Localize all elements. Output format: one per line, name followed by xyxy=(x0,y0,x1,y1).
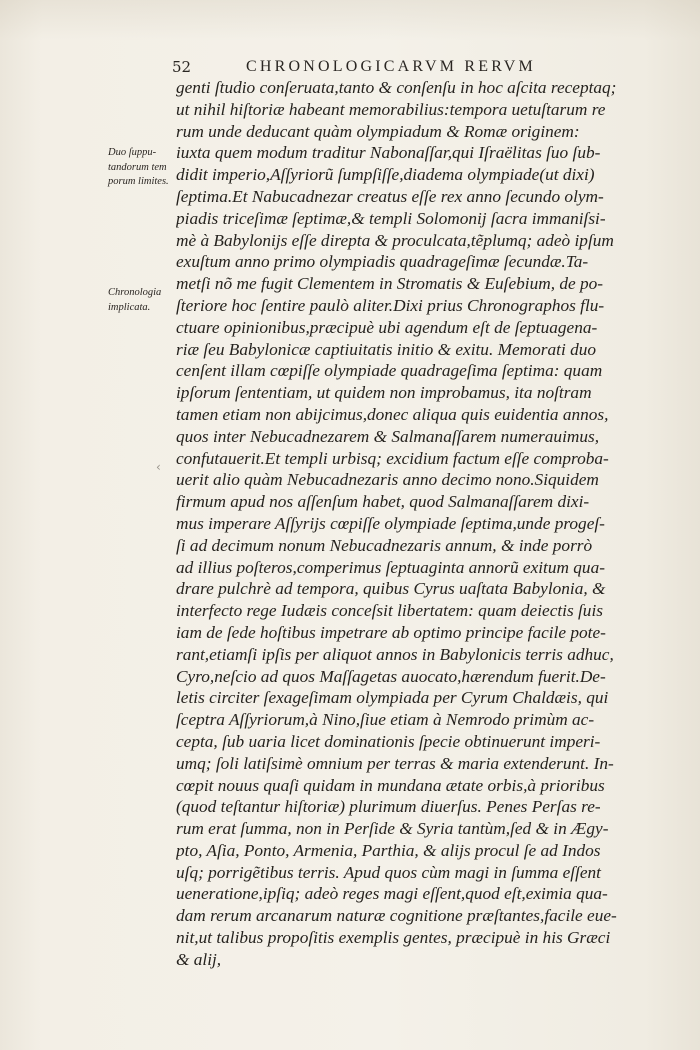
text-line: rum erat ſumma, non in Perſide & Syria tantùm,ſed & in Ægy- xyxy=(176,819,609,839)
text-line: ut nihil hiſtoriæ habeant memorabilius:tempora uetuſtarum re xyxy=(176,99,606,119)
text-line: firmum apud nos aſſenſum habet, quod Salmanaſſarem dixi- xyxy=(176,492,590,512)
text-line: Cyro,neſcio ad quos Maſſagetas auocato,hærendum fuerit.De- xyxy=(176,666,606,686)
text-line: mus imperare Aſſyrijs cœpiſſe olympiade ſeptima,unde progeſ- xyxy=(176,513,605,533)
text-line: tamen etiam non abijcimus,donec aliqua quis euidentia annos, xyxy=(176,404,609,424)
text-line: riæ ſeu Babylonicæ captiuitatis initio & exitu. Memorati duo xyxy=(176,339,596,359)
text-line: umq; ſoli latiſsimè omnium per terras & maria extenderunt. In- xyxy=(176,753,614,773)
text-line: confutauerit.Et templi urbisq; excidium factum eſſe comproba- xyxy=(176,448,609,468)
pencil-mark: ‹ xyxy=(156,460,161,474)
text-line: uerit alio quàm Nebucadnezaris anno decimo nono.Siquidem xyxy=(176,470,599,490)
text-line: rum unde deducant quàm olympiadum & Romæ originem: xyxy=(176,121,580,141)
text-line: cœpit nouus quaſi quidam in mundana ætate orbis,à prioribus xyxy=(176,775,605,795)
text-line: mè à Babylonijs eſſe direpta & proculcata,tẽplumq; adeò ipſum xyxy=(176,230,614,250)
text-line: dam rerum arcanarum naturæ cognitione præſtantes,facile eue- xyxy=(176,906,617,926)
text-line: ctuare opinionibus,præcipuè ubi agendum eſt de ſeptuagena- xyxy=(176,317,598,337)
text-line: nit,ut talibus propoſitis exemplis gentes, præcipuè in his Græci xyxy=(176,928,611,948)
text-line: letis circiter ſexageſimam olympiada per Cyrum Chaldæis, qui xyxy=(176,688,609,708)
margin-note-line: tandorum tem xyxy=(108,161,167,173)
text-line: quos inter Nebucadnezarem & Salmanaſſarem numerauimus, xyxy=(176,426,600,446)
text-line: interfecto rege Iudæis conceſsit libertatem: quam deiectis ſuis xyxy=(176,601,603,621)
text-line: iam de ſede hoſtibus impetrare ab optimo principe facile pote- xyxy=(176,622,606,642)
text-line: rant,etiamſi ipſis per aliquot annos in Babylonicis terris adhuc, xyxy=(176,644,614,664)
margin-note-line: Duo ſuppu- xyxy=(108,147,157,158)
text-line: iuxta quem modum traditur Nabonaſſar,qui Iſraëlitas ſuo ſub- xyxy=(176,143,601,163)
text-line: cepta, ſub uaria licet dominationis ſpecie obtinuerunt imperi- xyxy=(176,731,601,751)
text-line: (quod teſtantur hiſtoriæ) plurimum diuerſus. Penes Perſas re- xyxy=(176,797,601,817)
margin-note-line: porum limites. xyxy=(108,176,169,187)
body-text-block xyxy=(176,77,646,971)
text-line: uſq; porrigẽtibus terris. Apud quos cùm magi in ſumma eſſent xyxy=(176,862,601,882)
text-line: ueneratione,ipſiq; adeò reges magi eſſent,quod eſt,eximia qua- xyxy=(176,884,608,904)
margin-note-time-limits xyxy=(108,146,174,190)
text-line: ſteriore hoc ſentire paulò aliter.Dixi prius Chronographos flu- xyxy=(176,295,605,315)
text-line: ſeptima.Et Nabucadnezar creatus eſſe rex anno ſecundo olym- xyxy=(176,186,604,206)
running-head: CHRONOLOGICARVM RERVM xyxy=(246,58,536,75)
text-line: pto, Aſia, Ponto, Armenia, Parthia, & alijs procul ſe ad Indos xyxy=(176,840,601,860)
text-line: exuſtum anno primo olympiadis quadrageſimæ ſecundæ.Ta- xyxy=(176,252,589,272)
text-line: ipſorum ſententiam, ut quidem non improbamus, ita noſtram xyxy=(176,383,592,403)
margin-note-line: Chronologia xyxy=(108,287,162,298)
page-number: 52 xyxy=(172,58,192,76)
text-line: ſi ad decimum nonum Nebucadnezaris annum, & inde porrò xyxy=(176,535,593,555)
text-line: ſceptra Aſſyriorum,à Nino,ſiue etiam à Nemrodo primùm ac- xyxy=(176,710,595,730)
text-line: didit imperio,Aſſyriorũ ſumpſiſſe,diadema olympiade(ut dixi) xyxy=(176,165,595,185)
text-line: cenſent illam cœpiſſe olympiade quadrageſima ſeptima: quam xyxy=(176,361,603,381)
text-line: ad illius poſteros,comperimus ſeptuaginta annorũ exitum qua- xyxy=(176,557,605,577)
text-line: metſi nõ me fugit Clementem in Stromatis & Euſebium, de po- xyxy=(176,274,604,294)
page-shadow xyxy=(0,0,700,40)
margin-note-line: implicata. xyxy=(108,301,151,313)
text-line: & alij, xyxy=(176,949,222,969)
text-line: drare pulchrè ad tempora, quibus Cyrus uaſtata Babylonia, & xyxy=(176,579,606,599)
text-line: piadis triceſimæ ſeptimæ,& templi Solomonij ſacra immaniſsi- xyxy=(176,208,606,228)
text-line: genti ſtudio conſeruata,tanto & conſenſu in hoc aſcita receptaq; xyxy=(176,78,617,97)
margin-note-chronology xyxy=(108,286,174,315)
